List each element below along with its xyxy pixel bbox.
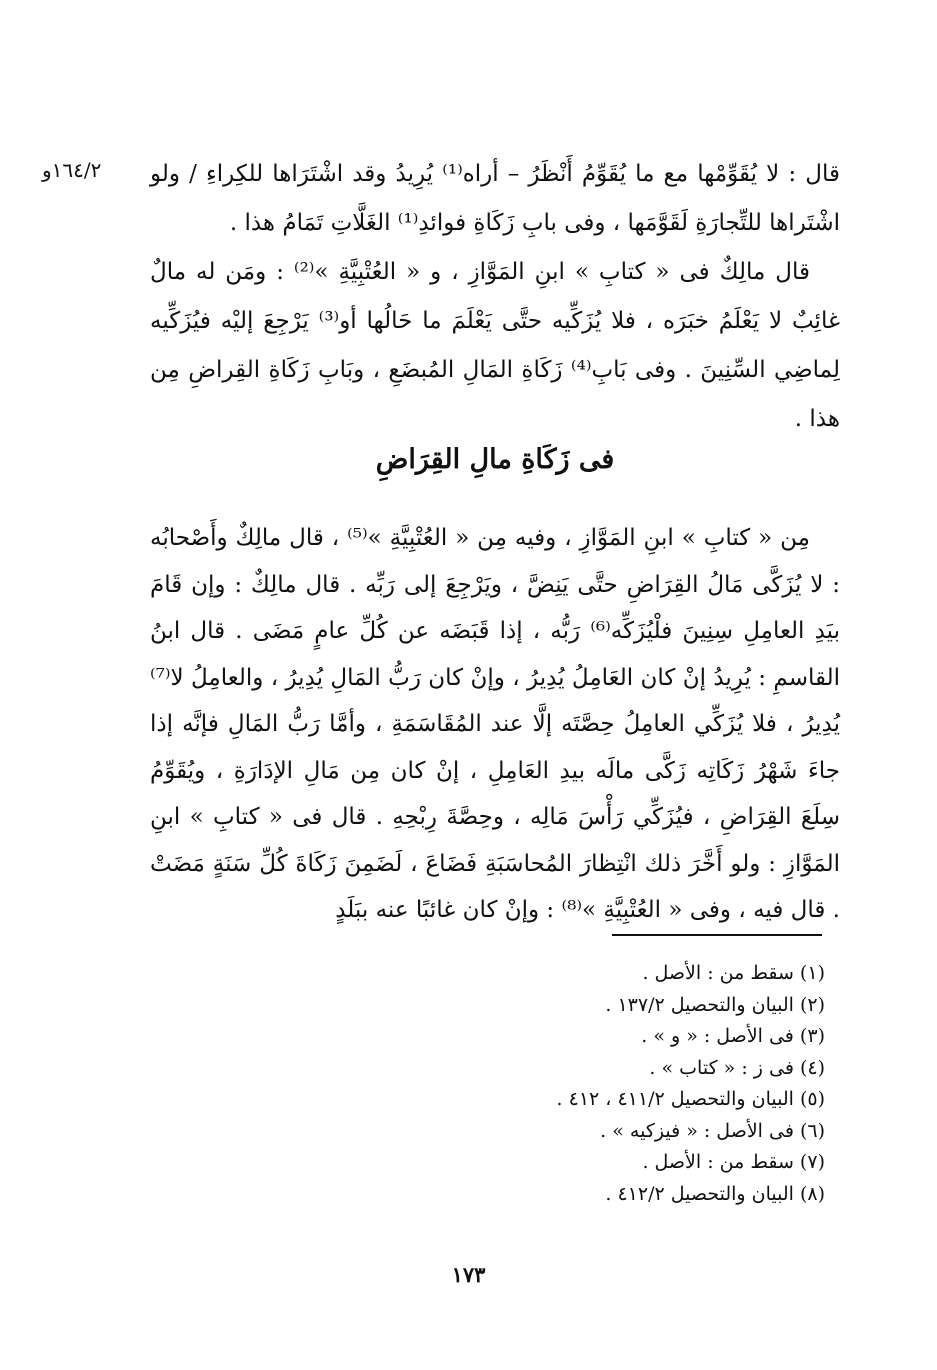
- footnote-item: (٤) فى ز : « كتاب » .: [649, 1056, 825, 1079]
- paragraph-main: مِن « كتابِ » ابنِ المَوَّازِ ، وفيه مِن « العُتْبِيَّةِ »⁽⁵⁾ ، قال مالِكٌ وأَصْحابُه : لا يُزَكَّى مَالُ القِرَاضِ حتَّى يَنِضَّ ، ويَرْجِعَ إلى رَبِّه . قال مالِكٌ : وإن قَامَ بيَدِ العامِلِ سِنِينَ فلْيُزَكِّه⁽⁶⁾ رَبُّه ، إذا قَبَضَه عن كُلِّ عامٍ مَضَى . قال ابنُ القاسمِ : يُرِيدُ إنْ كان العَامِلُ يُدِيرُ ، وإنْ كان رَبُّ المَالِ يُدِيرُ ، والعامِلُ لا⁽⁷⁾ يُدِيرُ ، فلا يُزَكِّي العامِلُ حِصَّتَه إلَّا عند المُقَاسَمَةِ ، وأمَّا رَبُّ المَالِ فإنَّه إذا جاءَ شَهْرُ زَكَاتِه زَكَّى مالَه بيدِ العَامِلِ ، إنْ كان مِن مَالِ الإدَارَةِ ، ويُقَوِّمُ سِلَعَ القِرَاضِ ، فيُزَكِّي رَأْسَ مَالِه ، وحِصَّةَ رِبْحِهِ . قال فى « كتابِ » ابنِ المَوَّازِ : ولو أَخَّرَ ذلك انْتِظارَ المُحاسَبَةِ فَضَاعَ ، لَضَمِنَ زَكَاةَ كُلِّ سَنَةٍ مَضَتْ . قال فيه ، وفى « العُتْبِيَّةِ »⁽⁸⁾ : وإنْ كان غائبًا عنه ببَلَدٍ: [150, 525, 840, 923]
- footnote-item: (٨) البيان والتحصيل ٤١٢/٢ .: [605, 1182, 825, 1205]
- paragraph-top-2: قال مالِكٌ فى « كتابِ » ابنِ المَوَّازِ ، و « العُتْبِيَّةِ »⁽²⁾ : ومَن له مالٌ غائِبٌ لا يَعْلَمُ خبَرَه ، فلا يُزَكِّيه حتَّى يَعْلَمَ ما حَالُها أو⁽³⁾ يَرْجِعَ إليْه فيُزَكِّيه لِماضِي السِّنِينَ . وفى بَابِ⁽⁴⁾ زَكَاةِ المَالِ المُبضَعِ ، وبَابِ زَكَاةِ القِراضِ مِن هذا .: [150, 259, 840, 432]
- footnote-item: (١) سقط من : الأصل .: [642, 962, 825, 984]
- footnote-item: (٢) البيان والتحصيل ١٣٧/٢ .: [605, 993, 825, 1016]
- footnote-item: (٧) سقط من : الأصل .: [642, 1151, 825, 1173]
- paragraph-top-1: قال : لا يُقَوِّمْها مع ما يُقَوِّمُ أَنْظَرُ – أراه⁽¹⁾ يُرِيدُ وقد اشْتَرَاها للكِراءِ / ولو اشْتَراها للتِّجارَةِ لَقَوَّمَها ، وفى بابِ زَكَاةِ فوائدِ⁽¹⁾ الغَلَّاتِ تَمَامُ هذا .: [150, 161, 840, 236]
- margin-manuscript-reference: ١٦٤/٢و: [42, 158, 102, 182]
- footnote-divider: [612, 934, 822, 936]
- top-text-block: [150, 150, 840, 444]
- section-title: فى زَكَاةِ مالِ القِرَاضِ: [375, 444, 615, 475]
- footnote-item: (٣) فى الأصل : « و » .: [641, 1025, 825, 1047]
- footnote-item: (٦) فى الأصل : « فيزكيه » .: [600, 1119, 825, 1142]
- main-text-block: [150, 515, 840, 934]
- page-number: ١٧٣: [451, 1262, 486, 1287]
- footnotes-list: [380, 958, 825, 1210]
- footnote-item: (٥) البيان والتحصيل ٤١١/٢ ، ٤١٢ .: [556, 1088, 825, 1110]
